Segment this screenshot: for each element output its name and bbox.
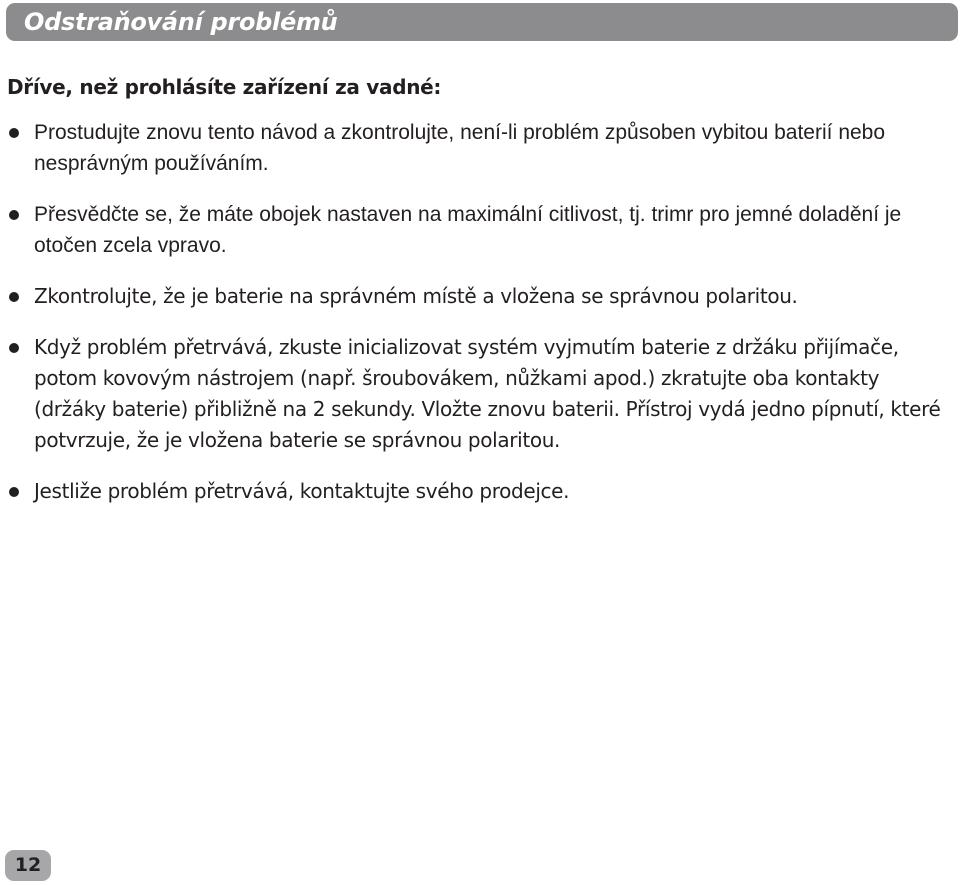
list-item-text: Jestliže problém přetrvává, kontaktujte svého prodejce.: [34, 479, 570, 503]
list-item-text: Přesvědčte se, že máte obojek nastaven na maximální citlivost, tj. trimr pro jemné doladění je otočen zcela vpravo.: [34, 203, 902, 257]
list-item-text: Když problém přetrvává, zkuste inicializovat systém vyjmutím baterie z držáku přijímače, potom kovovým nástrojem (např. šroubovákem, nůžkami apod.) zkratujte oba kontakty (držáky baterie) přibližně na 2 sekundy. Vložte znovu baterii. Přístroj vydá jedno pípnutí, které potvrzuje, že je vložena baterie se správnou polaritou.: [34, 335, 941, 452]
list-item: [8, 332, 948, 456]
bullet-icon: [9, 343, 19, 353]
section-title-bar: [6, 3, 958, 41]
list-item: [8, 476, 948, 507]
page-number-badge: [5, 850, 51, 881]
bullet-icon: [9, 210, 19, 220]
bullet-icon: [9, 292, 19, 302]
list-item-text: Prostudujte znovu tento návod a zkontrolujte, není-li problém způsoben vybitou baterií nebo nesprávným používáním.: [34, 121, 886, 175]
list-item: [8, 117, 948, 179]
list-item: [8, 281, 948, 312]
subheading: Dříve, než prohlásíte zařízení za vadné:: [7, 75, 442, 99]
list-item-text: Zkontrolujte, že je baterie na správném místě a vložena se správnou polaritou.: [34, 284, 798, 308]
bullet-icon: [9, 128, 19, 138]
list-item: [8, 199, 948, 261]
section-title: Odstraňování problémů: [24, 8, 338, 36]
checklist: [8, 117, 948, 507]
page-number: 12: [14, 854, 42, 876]
bullet-icon: [9, 487, 19, 497]
